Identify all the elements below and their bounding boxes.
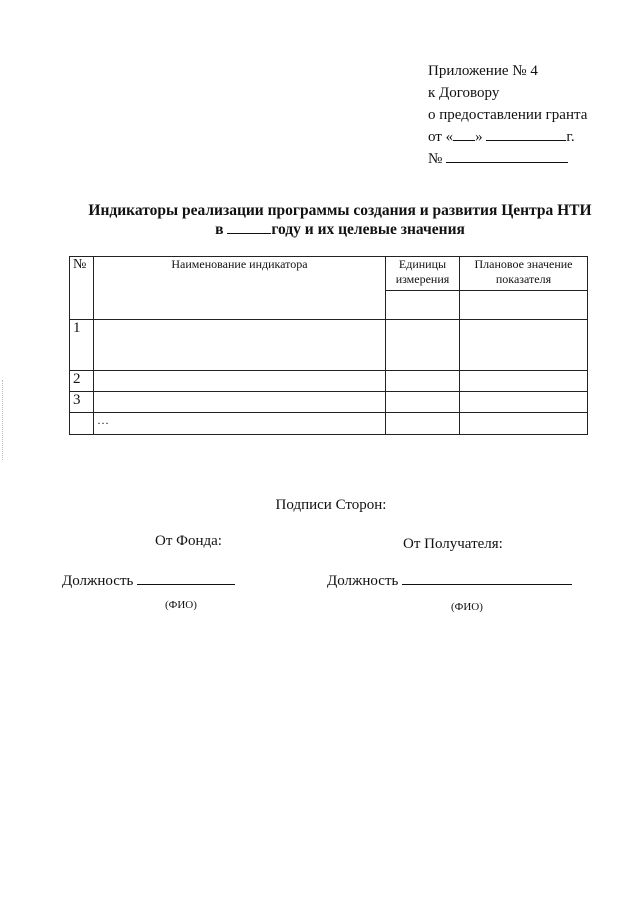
appendix-number: Приложение № 4: [428, 63, 538, 79]
appendix-grant-ref: о предоставлении гранта: [428, 107, 588, 123]
row-num: 3: [70, 392, 94, 413]
recipient-position-blank: [402, 570, 572, 585]
table-row: [70, 371, 588, 392]
row-num: [70, 413, 94, 435]
number-blank: [446, 148, 568, 163]
appendix-date-line: [428, 126, 587, 148]
fund-position-blank: [137, 570, 235, 585]
row-planned: [460, 371, 588, 392]
number-prefix: №: [428, 151, 443, 167]
table-row: [70, 392, 588, 413]
header-units-sub: [386, 291, 460, 320]
title-line-2: [0, 220, 640, 239]
date-suffix: г.: [566, 129, 575, 145]
row-units: [386, 392, 460, 413]
title-year-blank: [227, 220, 271, 234]
header-indicator-name: Наименование индикатора: [94, 257, 386, 320]
indicators-table: [69, 256, 588, 435]
row-planned: [460, 392, 588, 413]
header-num: №: [70, 257, 94, 320]
header-units: Единицы измерения: [386, 257, 460, 291]
title-year-suffix: году и их целевые значения: [271, 221, 465, 238]
date-mid: »: [475, 129, 483, 145]
table-header-row: [70, 257, 588, 291]
row-planned: [460, 413, 588, 435]
header-planned-value: Плановое значение показателя: [460, 257, 588, 291]
row-indicator-name: [94, 320, 386, 371]
title-year-prefix: в: [215, 221, 224, 238]
appendix-number-line: [428, 148, 587, 170]
row-units: [386, 320, 460, 371]
scan-edge-marks: [2, 380, 5, 460]
row-units: [386, 371, 460, 392]
appendix-contract-ref: к Договору: [428, 85, 500, 101]
table-row: [70, 320, 588, 371]
fund-position-label: Должность: [62, 573, 134, 589]
fund-position-line: [62, 570, 235, 590]
document-title: [0, 202, 640, 239]
row-planned: [460, 320, 588, 371]
recipient-position-line: [327, 570, 572, 590]
row-indicator-name: …: [94, 413, 386, 435]
recipient-position-label: Должность: [327, 573, 399, 589]
title-line-1: Индикаторы реализации программы создания и развития Центра НТИ: [88, 202, 592, 219]
recipient-party-label: От Получателя:: [403, 536, 503, 552]
row-indicator-name: [94, 371, 386, 392]
row-num: 1: [70, 320, 94, 371]
row-num: 2: [70, 371, 94, 392]
row-indicator-name: [94, 392, 386, 413]
header-planned-sub: [460, 291, 588, 320]
date-day-blank: [453, 126, 475, 141]
date-prefix: от «: [428, 129, 454, 145]
row-units: [386, 413, 460, 435]
appendix-header: [428, 60, 587, 170]
recipient-fio-label: (ФИО): [451, 601, 483, 613]
date-month-blank: [486, 126, 566, 141]
signatures-title: Подписи Сторон:: [275, 497, 387, 513]
fund-party-label: От Фонда:: [155, 533, 222, 549]
fund-fio-label: (ФИО): [165, 599, 197, 611]
table-row: [70, 413, 588, 435]
